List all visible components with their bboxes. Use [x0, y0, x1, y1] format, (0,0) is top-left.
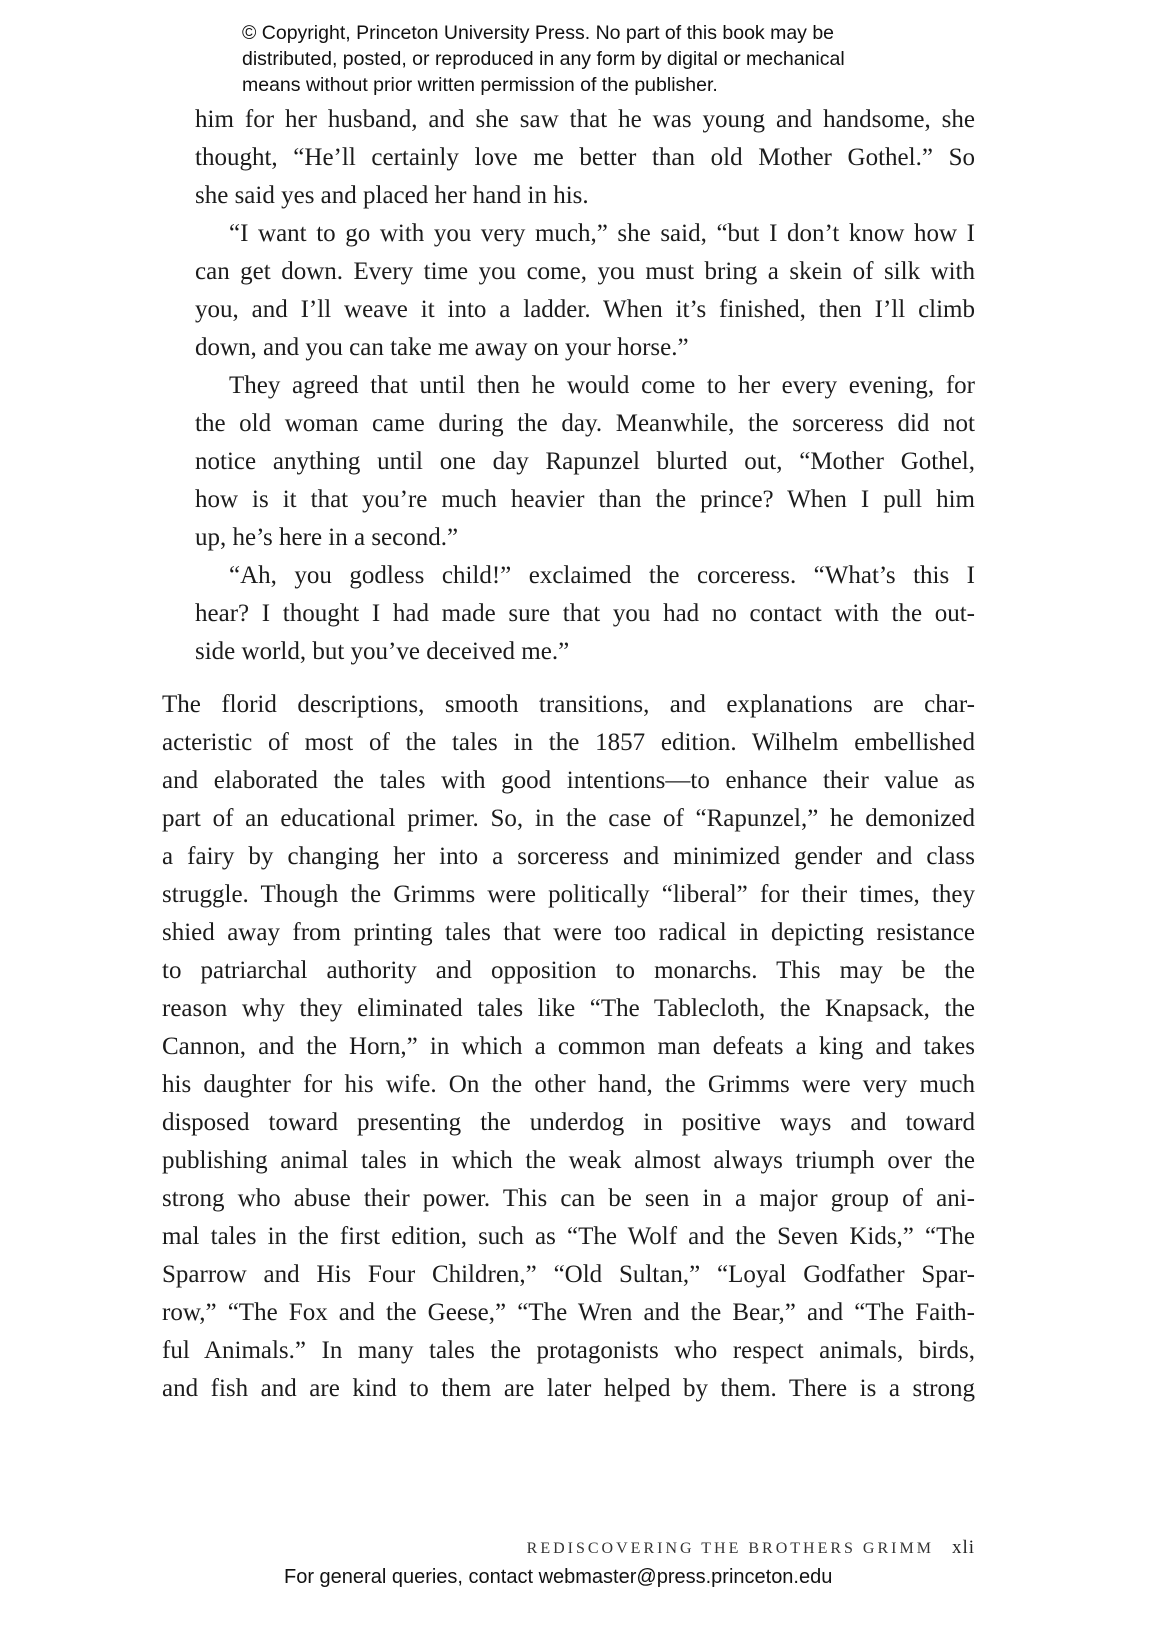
copyright-notice [242, 20, 962, 98]
extract-line: she said yes and placed her hand in his. [195, 182, 589, 209]
body-line: reason why they eliminated tales like “The Tablecloth, the Knapsack, the [162, 995, 975, 1022]
body-line: disposed toward presenting the underdog in positive ways and toward [162, 1109, 975, 1136]
body-line: Cannon, and the Horn,” in which a common man defeats a king and takes [162, 1033, 975, 1060]
body-line: and fish and are kind to them are later helped by them. There is a strong [162, 1375, 975, 1402]
extract-line: up, he’s here in a second.” [195, 524, 459, 551]
body-line: publishing animal tales in which the weak almost always triumph over the [162, 1147, 975, 1174]
extract-line: the old woman came during the day. Meanwhile, the sorceress did not [195, 410, 975, 437]
body-line: row,” “The Fox and the Geese,” “The Wren and the Bear,” and “The Faith- [162, 1299, 975, 1326]
extract-line: how is it that you’re much heavier than the prince? When I pull him [195, 486, 975, 513]
body-line: mal tales in the first edition, such as “The Wolf and the Seven Kids,” “The [162, 1223, 975, 1250]
body-line: strong who abuse their power. This can be seen in a major group of ani- [162, 1185, 975, 1212]
extract-line: “I want to go with you very much,” she said, “but I don’t know how I [229, 220, 975, 247]
body-line: struggle. Though the Grimms were politically “liberal” for their times, they [162, 881, 975, 908]
body-line: shied away from printing tales that were too radical in depicting resistance [162, 919, 975, 946]
body-line: part of an educational primer. So, in the case of “Rapunzel,” he demonized [162, 805, 975, 832]
extract-line: him for her husband, and she saw that he was young and handsome, she [195, 106, 975, 133]
contact-notice: For general queries, contact webmaster@press.princeton.edu [284, 1566, 833, 1588]
running-head-title: REDISCOVERING THE BROTHERS GRIMM [526, 1540, 934, 1557]
body-line: to patriarchal authority and opposition to monarchs. This may be the [162, 957, 975, 984]
extract-line: side world, but you’ve deceived me.” [195, 638, 570, 665]
copyright-line: means without prior written permission of the publisher. [242, 74, 718, 96]
body-line: his daughter for his wife. On the other hand, the Grimms were very much [162, 1071, 975, 1098]
body-line: The florid descriptions, smooth transitions, and explanations are char- [162, 691, 975, 718]
page-number: xli [951, 1537, 975, 1558]
body-line: acteristic of most of the tales in the 1857 edition. Wilhelm embellished [162, 729, 975, 756]
extract-line: hear? I thought I had made sure that you had no contact with the out- [195, 600, 975, 627]
extract-line: down, and you can take me away on your horse.” [195, 334, 689, 361]
extract-line: thought, “He’ll certainly love me better than old Mother Gothel.” So [195, 144, 975, 171]
extract-line: They agreed that until then he would come to her every evening, for [229, 372, 975, 399]
body-line: Sparrow and His Four Children,” “Old Sultan,” “Loyal Godfather Spar- [162, 1261, 975, 1288]
copyright-line: distributed, posted, or reproduced in any form by digital or mechanical [242, 48, 845, 70]
extract-line: you, and I’ll weave it into a ladder. When it’s finished, then I’ll climb [195, 296, 975, 323]
body-line: a fairy by changing her into a sorceress and minimized gender and class [162, 843, 975, 870]
extract-line: notice anything until one day Rapunzel blurted out, “Mother Gothel, [195, 448, 975, 475]
extract-line: can get down. Every time you come, you must bring a skein of silk with [195, 258, 975, 285]
body-line: ful Animals.” In many tales the protagonists who respect animals, birds, [162, 1337, 975, 1364]
running-footer [480, 1537, 975, 1559]
copyright-line: © Copyright, Princeton University Press. No part of this book may be [242, 22, 835, 44]
extract-line: “Ah, you godless child!” exclaimed the corceress. “What’s this I [229, 562, 975, 589]
body-line: and elaborated the tales with good intentions—to enhance their value as [162, 767, 975, 794]
